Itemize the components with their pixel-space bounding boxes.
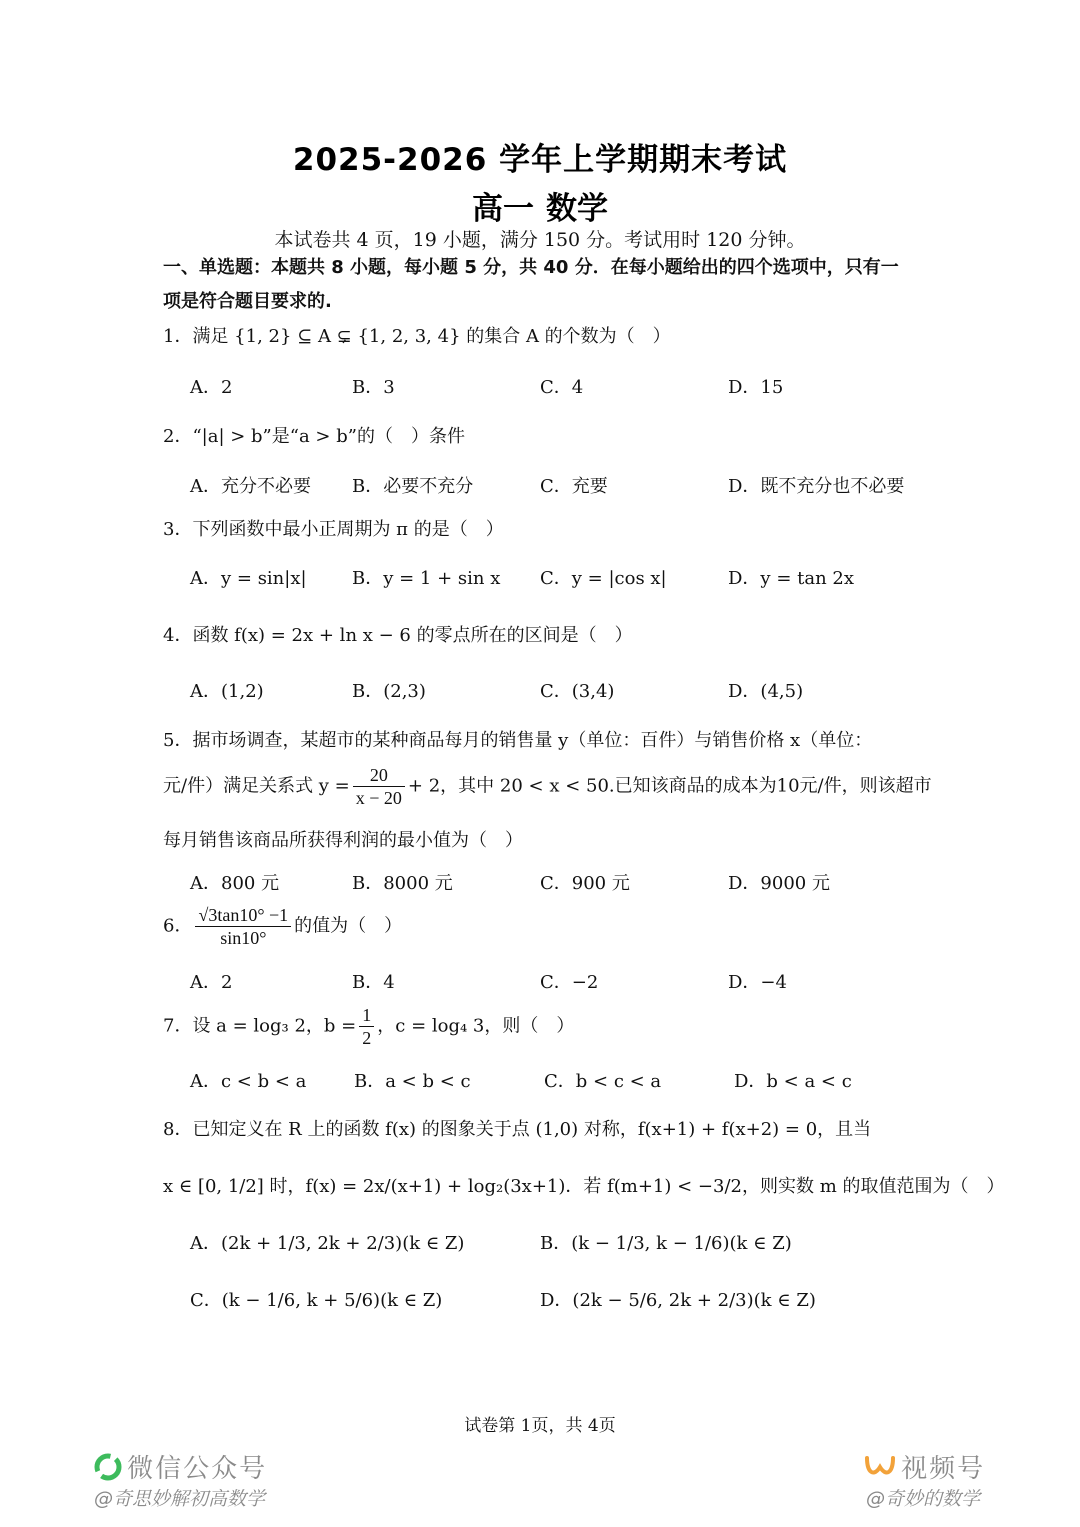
- q5-fraction-numerator: 20: [353, 764, 405, 787]
- question-6: [163, 904, 402, 949]
- section-heading: [163, 251, 923, 319]
- q5-option-c: C．900 元: [540, 873, 630, 894]
- channels-handle: @奇妙的数学: [866, 1488, 981, 1510]
- q3-option-a: A．y = sin|x|: [190, 568, 307, 589]
- question-8-line2: x ∈ [0, 1/2] 时，f(x) = 2x/(x+1) + log₂(3x+1)．若 f(m+1) < −3/2，则实数 m 的取值范围为（ ）: [163, 1176, 1005, 1197]
- q6-tail: 的值为（ ）: [294, 915, 403, 937]
- q7-suffix: ，c = log₄ 3，则（ ）: [377, 1015, 575, 1037]
- section-heading-line2: 项是符合题目要求的.: [163, 291, 332, 312]
- subject-label: 数学: [546, 191, 608, 227]
- q2-option-a: A．充分不必要: [190, 476, 311, 497]
- question-5-line2: [163, 764, 932, 809]
- q4-option-d: D．(4,5): [728, 681, 804, 702]
- section-heading-line1: 一、单选题：本题共 8 小题，每小题 5 分，共 40 分．在每小题给出的四个选项中，只有一: [163, 257, 899, 278]
- q3-option-b: B．y = 1 + sin x: [352, 568, 501, 589]
- question-1: 1．满足 {1, 2} ⊆ A ⊊ {1, 2, 3, 4} 的集合 A 的个数为（ ）: [163, 326, 671, 347]
- q5-fraction-denominator: x − 20: [355, 788, 402, 808]
- q5-option-d: D．9000 元: [728, 873, 830, 894]
- question-4: 4．函数 f(x) = 2x + ln x − 6 的零点所在的区间是（ ）: [163, 625, 633, 646]
- q7-option-d: D．b < a < c: [734, 1071, 852, 1092]
- question-7: [163, 1004, 574, 1049]
- q7-option-c: C．b < c < a: [544, 1071, 662, 1092]
- question-3: 3．下列函数中最小正周期为 π 的是（ ）: [163, 519, 504, 540]
- q6-fraction-numerator: √3tan10° −1: [195, 904, 291, 927]
- q8-option-d: D．(2k − 5/6, 2k + 2/3)(k ∈ Z): [540, 1290, 816, 1311]
- q1-option-a: A．2: [190, 377, 233, 398]
- q4-option-b: B．(2,3): [352, 681, 426, 702]
- q7-option-b: B．a < b < c: [354, 1071, 471, 1092]
- q2-option-d: D．既不充分也不必要: [728, 476, 905, 497]
- wechat-logo-icon: [94, 1453, 122, 1481]
- q6-option-b: B．4: [352, 972, 395, 993]
- wechat-title: 微信公众号: [127, 1454, 268, 1484]
- q7-fraction: [359, 1004, 374, 1049]
- q3-option-c: C．y = |cos x|: [540, 568, 667, 589]
- q6-fraction: [195, 904, 291, 949]
- channels-watermark: [864, 1448, 985, 1485]
- q5-formula-suffix: + 2，其中 20 < x < 50.已知该商品的成本为10元/件，则该超市: [407, 775, 932, 797]
- q7-fraction-denominator: 2: [362, 1028, 372, 1048]
- q5-formula-prefix: 元/件）满足关系式 y =: [163, 775, 350, 797]
- q2-option-b: B．必要不充分: [352, 476, 474, 497]
- q1-option-b: B．3: [352, 377, 395, 398]
- q6-fraction-denominator: sin10°: [220, 928, 267, 948]
- exam-title: 2025-2026 学年上学期期末考试: [292, 142, 788, 178]
- q4-option-c: C．(3,4): [540, 681, 615, 702]
- q7-prefix: 7．设 a = log₃ 2，b =: [163, 1015, 357, 1037]
- question-8-line1: 8．已知定义在 R 上的函数 f(x) 的图象关于点 (1,0) 对称，f(x+1) + f(x+2) = 0，且当: [163, 1119, 872, 1140]
- question-5-line3: 每月销售该商品所获得利润的最小值为（ ）: [163, 830, 523, 851]
- wechat-handle: @奇思妙解初高数学: [94, 1488, 266, 1510]
- q6-number: 6．: [163, 915, 193, 937]
- q1-option-c: C．4: [540, 377, 584, 398]
- channels-logo-icon: [864, 1453, 896, 1481]
- q8-option-c: C．(k − 1/6, k + 5/6)(k ∈ Z): [190, 1290, 443, 1311]
- q8-option-a: A．(2k + 1/3, 2k + 2/3)(k ∈ Z): [190, 1233, 465, 1254]
- q1-option-d: D．15: [728, 377, 784, 398]
- q2-option-c: C．充要: [540, 476, 608, 497]
- q6-option-d: D．−4: [728, 972, 787, 993]
- page-footer: 试卷第 1页，共 4页: [464, 1416, 616, 1436]
- q6-option-a: A．2: [190, 972, 233, 993]
- q3-option-d: D．y = tan 2x: [728, 568, 855, 589]
- exam-instructions: 本试卷共 4 页，19 小题，满分 150 分。考试用时 120 分钟。: [274, 229, 806, 251]
- q8-option-b: B．(k − 1/3, k − 1/6)(k ∈ Z): [540, 1233, 792, 1254]
- q6-option-c: C．−2: [540, 972, 599, 993]
- question-5-line1: 5．据市场调查，某超市的某种商品每月的销售量 y（单位：百件）与销售价格 x（单位：: [163, 730, 873, 751]
- grade-label: 高一: [472, 191, 534, 227]
- channels-title: 视频号: [901, 1454, 986, 1484]
- q7-fraction-numerator: 1: [359, 1004, 374, 1027]
- question-2: 2．“|a| > b”是“a > b”的（ ）条件: [163, 426, 465, 447]
- q5-option-b: B．8000 元: [352, 873, 453, 894]
- q5-option-a: A．800 元: [190, 873, 280, 894]
- exam-subject: [0, 183, 1080, 228]
- wechat-watermark: [94, 1448, 267, 1485]
- q4-option-a: A．(1,2): [190, 681, 264, 702]
- q7-option-a: A．c < b < a: [190, 1071, 307, 1092]
- q5-fraction: [353, 764, 405, 809]
